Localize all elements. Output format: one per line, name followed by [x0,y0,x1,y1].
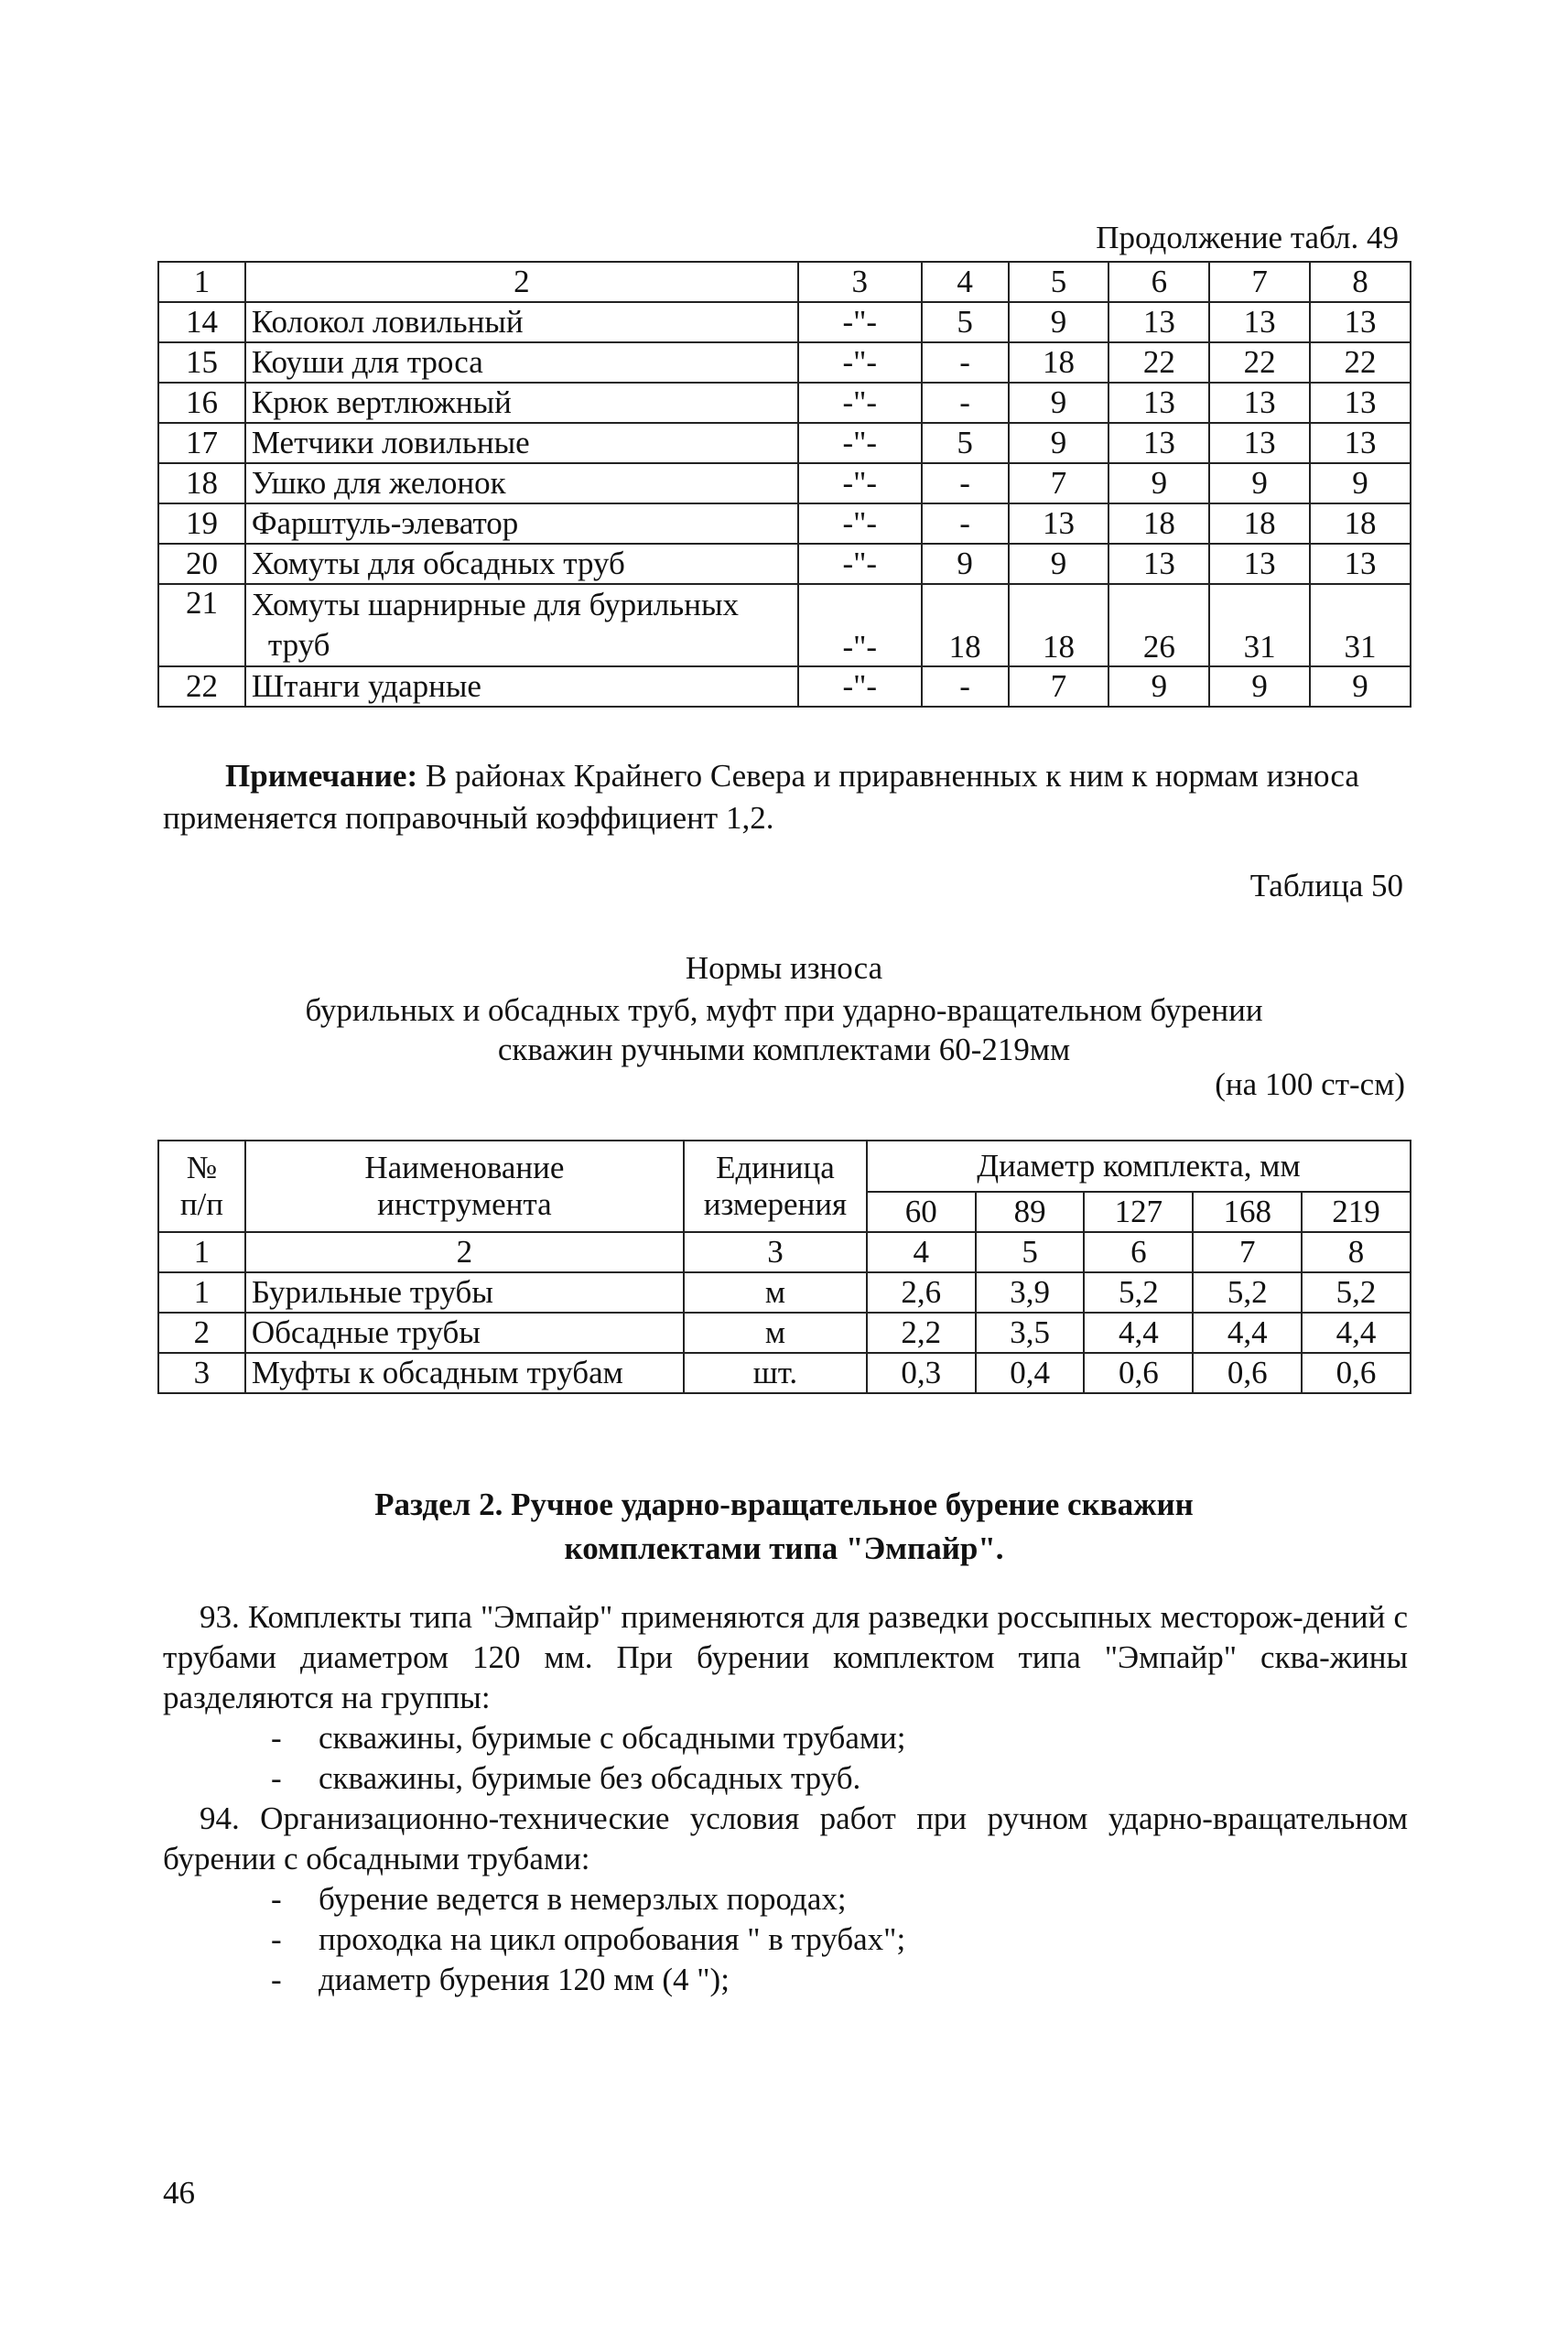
row-value: 5,2 [1302,1272,1411,1313]
list-item [271,1919,905,1960]
row-unit: м [684,1272,867,1313]
table-row [158,1353,1411,1393]
diameter-cell: 89 [976,1192,1085,1232]
table-row [158,584,1411,666]
header-name-line-2: инструмента [377,1186,552,1222]
row-value: 22 [1108,342,1209,383]
row-name: Обсадные трубы [245,1313,684,1353]
table-index-row [158,1232,1411,1272]
table-header-row [158,1141,1411,1192]
row-name: Штанги ударные [245,666,798,707]
row-value: 3,9 [976,1272,1085,1313]
row-value: 9 [1310,463,1411,503]
row-number: 19 [158,503,245,544]
row-name: Муфты к обсадным трубам [245,1353,684,1393]
row-number: 16 [158,383,245,423]
row-value: 0,6 [1193,1353,1302,1393]
row-number: 15 [158,342,245,383]
row-unit: -"- [798,383,922,423]
table-row [158,1313,1411,1353]
diameter-cell: 127 [1084,1192,1193,1232]
row-unit: -"- [798,463,922,503]
index-cell: 8 [1302,1232,1411,1272]
index-cell: 5 [976,1232,1085,1272]
row-number: 17 [158,423,245,463]
row-value: 9 [1108,463,1209,503]
index-cell: 2 [245,1232,684,1272]
row-value: 0,6 [1302,1353,1411,1393]
row-unit: -"- [798,666,922,707]
row-value: 0,6 [1084,1353,1193,1393]
header-unit [684,1141,867,1232]
bullet-dash: - [271,1720,282,1756]
row-value: - [922,342,1009,383]
row-value: 4,4 [1084,1313,1193,1353]
row-number: 2 [158,1313,245,1353]
header-cell: 6 [1108,262,1209,302]
header-cell: 1 [158,262,245,302]
table-header-row [158,262,1411,302]
header-cell: 5 [1009,262,1109,302]
header-diameter: Диаметр комплекта, мм [867,1141,1411,1192]
row-value: 13 [1310,302,1411,342]
row-name: Ушко для желонок [245,463,798,503]
row-value: - [922,383,1009,423]
index-cell: 4 [867,1232,976,1272]
index-cell: 3 [684,1232,867,1272]
row-value: 13 [1009,503,1109,544]
header-name [245,1141,684,1232]
row-value: 2,6 [867,1272,976,1313]
table-50-title-line-3: скважин ручными комплектами 60-219мм [497,1032,1071,1067]
row-value: 18 [1108,503,1209,544]
header-cell: 3 [798,262,922,302]
header-cell: 2 [245,262,798,302]
row-value: 5,2 [1193,1272,1302,1313]
row-name-line-2: труб [267,627,330,663]
row-number: 22 [158,666,245,707]
row-value: 18 [1009,342,1109,383]
paragraph-93 [163,1597,1408,1718]
diameter-cell: 60 [867,1192,976,1232]
header-cell: 7 [1209,262,1310,302]
row-value: 0,3 [867,1353,976,1393]
row-value: 18 [1310,503,1411,544]
row-value: 9 [1310,666,1411,707]
row-value: 13 [1209,544,1310,584]
page-number: 46 [163,2175,195,2211]
row-number: 1 [158,1272,245,1313]
row-name: Коуши для троса [245,342,798,383]
row-value: 9 [1009,544,1109,584]
note-paragraph [163,755,1408,839]
table-50 [157,1140,1411,1394]
header-cell: 4 [922,262,1009,302]
bullet-dash: - [271,1921,282,1957]
row-value: 9 [922,544,1009,584]
row-name: Хомуты для обсадных труб [245,544,798,584]
index-cell: 6 [1084,1232,1193,1272]
row-value: 13 [1310,544,1411,584]
bullet-dash: - [271,1962,282,1997]
note-text: В районах Крайнего Севера и приравненных к ним к нормам износа применяется поправочный коэффициент 1,2. [163,758,1359,836]
row-value: 0,4 [976,1353,1085,1393]
header-unit-line-2: измерения [703,1186,848,1222]
section-heading-line-1: Раздел 2. Ручное ударно-вращательное бурение скважин [374,1487,1194,1522]
row-value: 26 [1108,584,1209,666]
row-value: 22 [1310,342,1411,383]
row-value: 9 [1009,383,1109,423]
row-name: Крюк вертлюжный [245,383,798,423]
row-name-line-1: Хомуты шарнирные для бурильных [251,587,739,622]
row-value: - [922,503,1009,544]
list-item [271,1718,905,1758]
list-item [271,1758,860,1799]
row-value: 9 [1009,423,1109,463]
table-row [158,302,1411,342]
row-value: 5,2 [1084,1272,1193,1313]
table-row [158,544,1411,584]
header-cell: 8 [1310,262,1411,302]
index-cell: 7 [1193,1232,1302,1272]
row-value: 13 [1108,302,1209,342]
row-value: 3,5 [976,1313,1085,1353]
table-row [158,463,1411,503]
row-value: 13 [1209,423,1310,463]
header-number-line-1: № [186,1150,218,1185]
row-name: Бурильные трубы [245,1272,684,1313]
diameter-cell: 219 [1302,1192,1411,1232]
row-value: - [922,463,1009,503]
index-cell: 1 [158,1232,245,1272]
table-50-unit: (на 100 ст-см) [1215,1066,1405,1102]
row-unit: -"- [798,584,922,666]
row-value: 22 [1209,342,1310,383]
row-value: 13 [1310,423,1411,463]
header-name-line-1: Наименование [364,1150,565,1185]
row-value: - [922,666,1009,707]
row-value: 13 [1108,383,1209,423]
list-item-text: скважины, буримые без обсадных труб. [319,1760,861,1796]
diameter-cell: 168 [1193,1192,1302,1232]
list-item-text: диаметр бурения 120 мм (4 "); [319,1962,730,1997]
row-name: Колокол ловильный [245,302,798,342]
row-value: 2,2 [867,1313,976,1353]
row-value: 5 [922,423,1009,463]
row-value: 9 [1209,463,1310,503]
row-unit: -"- [798,544,922,584]
section-heading-line-2: комплектами типа "Эмпайр". [564,1530,1004,1566]
header-unit-line-1: Единица [716,1150,835,1185]
row-name [245,584,798,666]
table-row [158,383,1411,423]
table-continuation-label: Продолжение табл. 49 [1096,220,1399,255]
row-value: 9 [1108,666,1209,707]
section-heading [0,1483,1568,1571]
row-value: 18 [1209,503,1310,544]
row-value: 13 [1108,544,1209,584]
row-name: Метчики ловильные [245,423,798,463]
header-number-line-2: п/п [179,1186,223,1222]
row-value: 9 [1209,666,1310,707]
table-row [158,342,1411,383]
table-row [158,503,1411,544]
row-unit: -"- [798,302,922,342]
row-number: 3 [158,1353,245,1393]
row-value: 9 [1009,302,1109,342]
row-value: 7 [1009,463,1109,503]
table-row [158,1272,1411,1313]
paragraph-93-text: 93. Комплекты типа "Эмпайр" применяются для разведки россыпных месторож-дений с трубами диаметром 120 мм. При бурении комплектом типа "Эмпайр" сква-жины разделяются на группы: [163,1599,1408,1715]
list-item-text: бурение ведется в немерзлых породах; [319,1881,847,1917]
row-unit: шт. [684,1353,867,1393]
table-49 [157,261,1411,708]
table-row [158,666,1411,707]
table-row [158,423,1411,463]
bullet-dash: - [271,1881,282,1917]
row-value: 18 [922,584,1009,666]
table-50-title-line-2: бурильных и обсадных труб, муфт при ударно-вращательном бурении [305,992,1263,1028]
row-value: 7 [1009,666,1109,707]
row-value: 13 [1209,383,1310,423]
header-number [158,1141,245,1232]
table-50-label: Таблица 50 [1249,868,1403,903]
row-number: 18 [158,463,245,503]
row-value: 31 [1310,584,1411,666]
row-value: 13 [1209,302,1310,342]
row-number: 20 [158,544,245,584]
row-value: 4,4 [1193,1313,1302,1353]
row-unit: -"- [798,342,922,383]
row-name: Фарштуль-элеватор [245,503,798,544]
row-value: 18 [1009,584,1109,666]
paragraph-94-text: 94. Организационно-технические условия работ при ручном ударно-вращательном бурении с обсадными трубами: [163,1801,1408,1876]
row-number: 14 [158,302,245,342]
row-value: 13 [1108,423,1209,463]
paragraph-94 [163,1799,1408,1879]
row-value: 4,4 [1302,1313,1411,1353]
list-item-text: проходка на цикл опробования " в трубах"; [319,1921,906,1957]
row-unit: -"- [798,503,922,544]
row-value: 31 [1209,584,1310,666]
list-item [271,1879,847,1919]
table-50-title-line-1: Нормы износа [685,950,883,986]
list-item-text: скважины, буримые с обсадными трубами; [319,1720,906,1756]
list-item [271,1960,730,2000]
bullet-dash: - [271,1760,282,1796]
row-number: 21 [158,584,245,666]
note-label: Примечание: [225,758,418,794]
row-value: 13 [1310,383,1411,423]
row-unit: -"- [798,423,922,463]
row-value: 5 [922,302,1009,342]
row-unit: м [684,1313,867,1353]
